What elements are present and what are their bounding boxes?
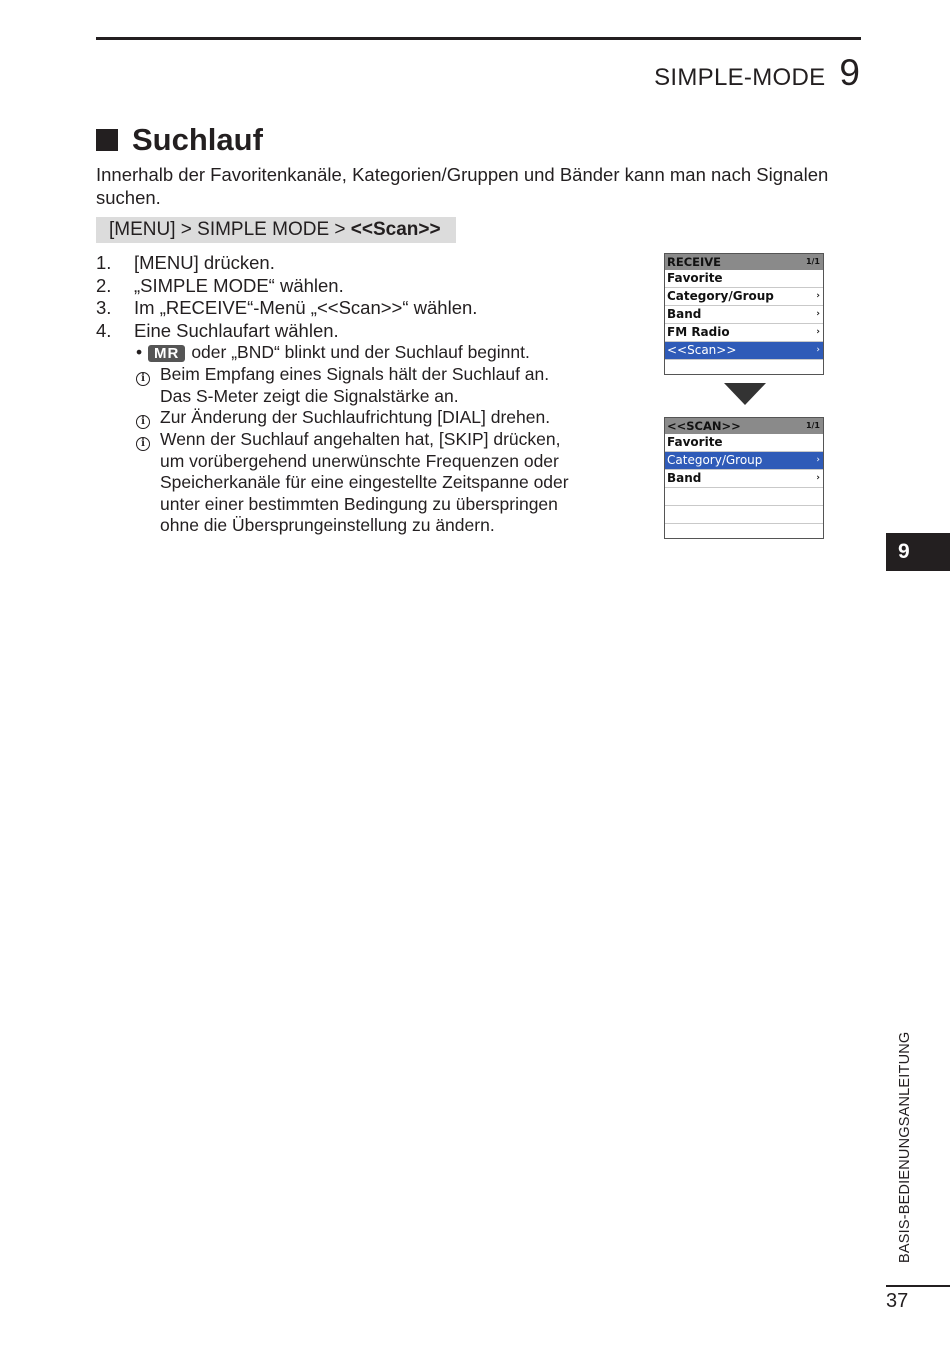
menu-item-favorite[interactable] xyxy=(665,434,823,452)
menu-item-band[interactable] xyxy=(665,306,823,324)
step-text: „SIMPLE MODE“ wählen. xyxy=(134,274,344,296)
menu-item-label: Category/Group xyxy=(667,289,774,303)
menu-item-label: Favorite xyxy=(667,435,723,449)
note-body xyxy=(160,429,569,537)
chapter-number: 9 xyxy=(839,52,860,93)
note-line: unter einer bestimmten Bedingung zu überspringen xyxy=(160,493,558,514)
note-line: Speicherkanäle für eine eingestellte Zeitspanne oder xyxy=(160,472,569,492)
step-number: 1. xyxy=(96,252,112,273)
menu-path-scan: <<Scan>> xyxy=(350,219,441,240)
note-line: Wenn der Suchlauf angehalten hat, [SKIP] drücken, xyxy=(160,429,561,449)
step-list xyxy=(96,252,616,342)
info-icon: i xyxy=(136,372,150,386)
menu-path xyxy=(96,217,456,243)
square-bullet-icon xyxy=(96,129,118,151)
chevron-right-icon: › xyxy=(816,291,820,301)
note-mark xyxy=(136,407,160,429)
top-rule xyxy=(96,37,861,40)
page-number: 37 xyxy=(886,1290,909,1312)
scan-menu-screen xyxy=(664,417,824,539)
menu-item-band[interactable] xyxy=(665,470,823,488)
step-1 xyxy=(96,252,616,275)
bullet-item xyxy=(136,342,606,364)
page-rule xyxy=(886,1285,950,1287)
chevron-right-icon: › xyxy=(816,327,820,337)
down-arrow-icon xyxy=(724,383,766,405)
menu-item-fm-radio[interactable] xyxy=(665,324,823,342)
screen-title: RECEIVE xyxy=(667,255,722,269)
screen-page: 1/1 xyxy=(805,257,820,266)
menu-item-label: Favorite xyxy=(667,271,723,285)
menu-item-category-group[interactable] xyxy=(665,452,823,470)
menu-item-empty xyxy=(665,488,823,506)
menu-item-label: FM Radio xyxy=(667,325,730,339)
menu-item-label: Band xyxy=(667,307,702,321)
bullet-dot: • xyxy=(136,342,143,362)
note-line: Beim Empfang eines Signals hält der Suchlauf an. xyxy=(160,364,550,384)
chapter-tab: 9 xyxy=(886,533,950,571)
step-text: [MENU] drücken. xyxy=(134,252,275,273)
screen-title: <<SCAN>> xyxy=(667,419,741,433)
info-icon: i xyxy=(136,437,150,451)
menu-path-prefix: [MENU] > SIMPLE MODE > xyxy=(109,219,351,240)
menu-item-empty xyxy=(665,506,823,524)
note-line: um vorübergehend unerwünschte Frequenzen oder xyxy=(160,450,559,471)
note-body xyxy=(160,364,549,407)
screen-page: 1/1 xyxy=(805,421,820,430)
step-4 xyxy=(96,320,616,343)
chevron-right-icon: › xyxy=(816,345,820,355)
step-text: Eine Suchlaufart wählen. xyxy=(134,319,339,341)
step-number: 4. xyxy=(96,319,112,341)
chevron-right-icon: › xyxy=(816,455,820,465)
screen-header xyxy=(665,254,823,270)
chapter-header xyxy=(654,52,860,94)
menu-item-category-group[interactable] xyxy=(665,288,823,306)
section-title: Suchlauf xyxy=(132,122,263,157)
mr-key-icon: MR xyxy=(148,345,185,362)
note-mark xyxy=(136,429,160,537)
note-line: ohne die Übersprungeinstellung zu ändern. xyxy=(160,515,495,535)
step-2 xyxy=(96,275,616,298)
menu-item-label: Band xyxy=(667,471,702,485)
note-mark xyxy=(136,364,160,407)
note-1 xyxy=(136,364,606,407)
note-2 xyxy=(136,407,606,429)
intro-text: Innerhalb der Favoritenkanäle, Kategorien/Gruppen und Bänder kann man nach Signalen suchen. xyxy=(96,164,829,208)
menu-item-label: <<Scan>> xyxy=(667,343,737,357)
chapter-title: SIMPLE-MODE xyxy=(654,64,826,91)
manual-label: BASIS-BEDIENUNGSANLEITUNG xyxy=(897,1031,913,1263)
note-line: Das S-Meter zeigt die Signalstärke an. xyxy=(160,385,459,406)
step-number: 2. xyxy=(96,274,112,296)
menu-item-label: Category/Group xyxy=(667,453,763,467)
note-line: Zur Änderung der Suchlaufrichtung [DIAL] drehen. xyxy=(160,407,551,427)
bullet-text: oder „BND“ blinkt und der Suchlauf beginnt. xyxy=(191,342,530,362)
step-number: 3. xyxy=(96,297,112,318)
menu-item-scan[interactable] xyxy=(665,342,823,360)
section-heading xyxy=(96,122,263,158)
screen-header xyxy=(665,418,823,434)
step-3 xyxy=(96,297,616,320)
info-icon: i xyxy=(136,415,150,429)
step-text: Im „RECEIVE“-Menü „<<Scan>>“ wählen. xyxy=(134,297,478,318)
menu-item-favorite[interactable] xyxy=(665,270,823,288)
receive-menu-screen xyxy=(664,253,824,375)
chevron-right-icon: › xyxy=(816,309,820,319)
note-body xyxy=(160,407,550,429)
bullet-content xyxy=(148,342,530,364)
note-3 xyxy=(136,429,606,537)
chevron-right-icon: › xyxy=(816,473,820,483)
